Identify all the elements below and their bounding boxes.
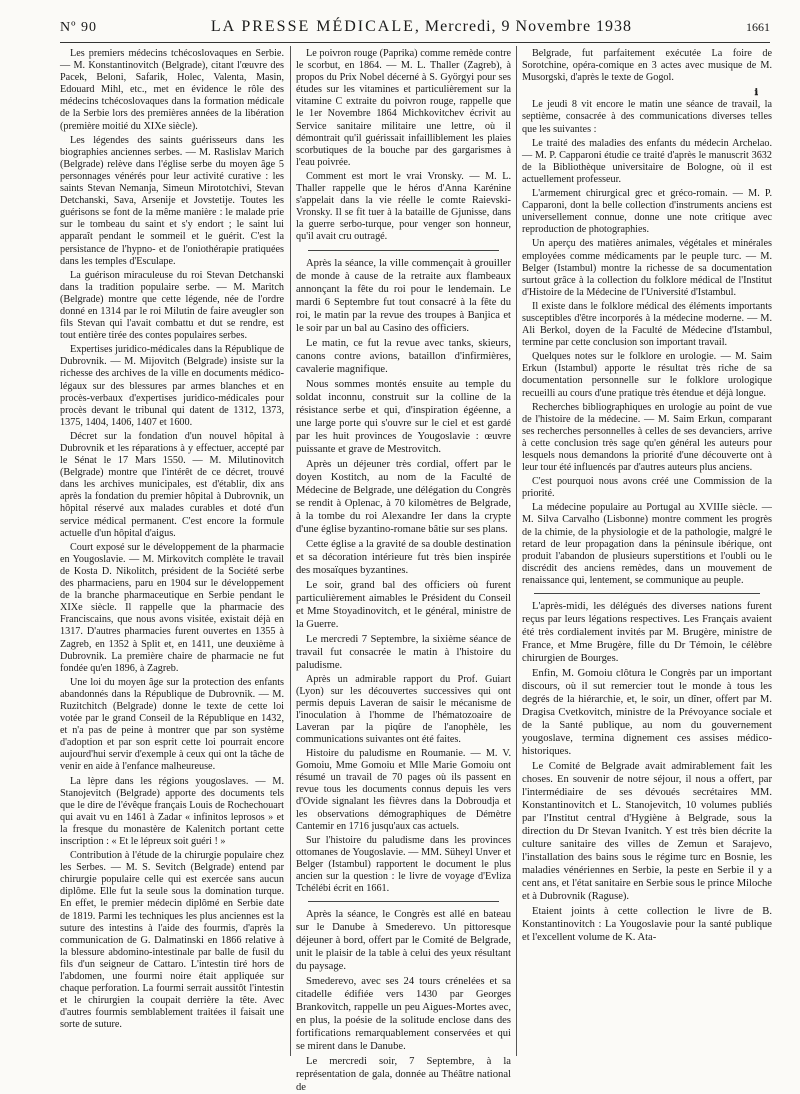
column-divider: [516, 46, 517, 1056]
paragraph: Comment est mort le vrai Vronsky. — M. L. Thaller rappelle que le héros d'Anna Karénine s'appelait dans la vie réelle le comte Raievski-Vronsky. Il se fit tuer à la bataille de Gjunisse, dans la guerre serbo-turque, pour venger son honneur, qu'il avait cru outragé.: [296, 170, 511, 243]
paragraph: Le matin, ce fut la revue avec tanks, skieurs, canons contre avions, bataillon d'infirmières, cavalerie magnifique.: [296, 337, 511, 375]
paragraph: Belgrade, fut parfaitement exécutée La foire de Sorotchine, opéra-comique en 3 actes avec musique de M. Musorgski, d'après le texte de Gogol.: [522, 48, 772, 84]
paragraph: Les légendes des saints guérisseurs dans les biographies anciennes serbes. — M. Raslislav Marich (Belgrade) relève dans l'église serbe du moyen âge 5 personnages vénérés pour leur activité curative : les saints Stevan Nemanja, Simeun Mirototchivi, Stevan Detchanski, Sava, Arsenije et Jovstetije. Toutes les guérisons se font de la même manière : le malade prie sur le tombeau du saint et s'y endort ; le saint lui apparaît pendant le sommeil et le guérit. C'est la persistance de l'hypno- et de l'oniothérapie pratiquées dans les temples d'Esculape.: [60, 134, 284, 267]
paragraph: Après un admirable rapport du Prof. Guiart (Lyon) sur les découvertes successives qui ont permis depuis Laveran de saisir le mécanisme de l'inoculation à l'homme de l'hématozoaire de Laveran par la piqûre de l'anophèle, les communications suivantes ont été faites.: [296, 673, 511, 745]
column-left: [60, 48, 284, 1052]
page-number: 1661: [745, 20, 770, 34]
paragraph: Quelques notes sur le folklore en urologie. — M. Saim Erkun (Istambul) apporte le résultat très riche de sa documentation personnelle sur le folklore urologique recueilli au cours d'une pratique très étendue et déjà longue.: [522, 351, 772, 399]
paragraph: La guérison miraculeuse du roi Stevan Detchanski dans la tradition populaire serbe. — M. Maritch (Belgrade) montre que cette légende, née de l'ordre donné en 1314 par le roi Milutin de faire aveugler son fils Stevan qui l'avait combattu et dut se rendre, est tout entière tirée des contes populaires serbes.: [60, 269, 284, 342]
paragraph: Le traité des maladies des enfants du médecin Archelao. — M. P. Capparoni étudie ce traité d'après le manuscrit 3632 de la Bibliothèque universitaire de Bologne, où il est actuellement professeur.: [522, 137, 772, 185]
section-mark-icon: ℹ: [754, 87, 758, 98]
paragraph: Le soir, grand bal des officiers où furent particulièrement aimables le Président du Conseil et Mme Stoyadinovitch, et le général, ministre de la Guerre.: [296, 579, 511, 630]
paragraph: Après un déjeuner très cordial, offert par le doyen Kostitch, au nom de la Faculté de Médecine de Belgrade, une délégation du Congrès se rendit à Oplenac, à 70 kilomètres de Belgrade, à la tombe du roi Alexandre Ier dans la crypte d'une église byzantino-romane bâtie sur ses plans.: [296, 458, 511, 535]
column-divider: [290, 46, 291, 1056]
section-divider: [308, 250, 499, 251]
paragraph: Le Comité de Belgrade avait admirablement fait les choses. En souvenir de notre séjour, il nous a offert, par l'intermédiaire de ses dévoués secrétaires MM. Konstantinovitch et L. Stanojevitch, 10 volumes publiés par l'Institut central d'Hygiène à Belgrade, sous la direction du Dr Stevan Ivanitch. Y est très bien décrite la culture sanitaire des villes de Zemun et Sarajevo, l'installation des bains sous le régime turc en Bosnie, les maladies vénériennes en Serbie, la peste en Serbie il y a cent ans, et l'état sanitaire en Serbie sous le prince Miloche et à Dubrovnik (Raguse).: [522, 761, 772, 903]
header-rule: [60, 42, 770, 43]
paragraph: C'est pourquoi nous avons créé une Commission de la priorité.: [522, 476, 772, 500]
paragraph: Le mercredi 7 Septembre, la sixième séance de travail fut consacrée le matin à l'histoire du paludisme.: [296, 633, 511, 671]
paragraph: Après la séance, le Congrès est allé en bateau sur le Danube à Smederevo. Un pittoresque déjeuner à bord, offert par le Comité de Belgrade, unit le plaisir de la table à celui des yeux résultant du paysage.: [296, 909, 511, 973]
paragraph: Sur l'histoire du paludisme dans les provinces ottomanes de Yougoslavie. — MM. Süheyl Unver et Belger (Istambul) rapportent le document le plus ancien sur la question : le livre de voyage d'Evliza Tchélébi écrit en 1661.: [296, 834, 511, 895]
paragraph: Nous sommes montés ensuite au temple du soldat inconnu, construit sur la colline de la résistance serbe et qui, d'inspiration égéenne, a une large porte qui s'ouvre sur le ciel et est gardé par les huit provinces de Yougoslavie : œuvre puissante et grave de Mestrovitch.: [296, 378, 511, 455]
paragraph: L'armement chirurgical grec et gréco-romain. — M. P. Capparoni, dont la belle collection d'instruments anciens est universellement connue, donne une note critique avec reproduction de photographies.: [522, 188, 772, 236]
paragraph: L'après-midi, les délégués des diverses nations furent reçus par leurs légations respectives. Les Français avaient été très cordialement invités par M. Brugère, ministre de France, et Mme Brugère, fille du Dr Témoin, le célèbre chirurgien de Bourges.: [522, 601, 772, 665]
paragraph: Décret sur la fondation d'un nouvel hôpital à Dubrovnik et les réparations à y effectuer, accepté par le Sénat le 17 Mars 1550. — M. Milutinovitch (Belgrade) montre que l'intérêt de ce décret, trouvé dans les archives municipales, est d'établir, dix ans après la fondation du premier hôpital à Dubrovnik, un hôpital réservé aux malades curables et doté d'un service médical permanent. C'est encore la formule actuelle d'un hôpital d'aigus.: [60, 430, 284, 539]
paragraph: Contribution à l'étude de la chirurgie populaire chez les Serbes. — M. S. Sevitch (Belgrade) entend par chirurgie populaire celle qui est exercée sans aucun diplôme. Elle fut la seule sous la domination turque. En effet, le premier médecin diplômé en Serbie date de 1819. Parmi les techniques les plus anciennes est la suture des intestins à l'aide des fourmis, d'après la communication de G. Dalmatinski en 1866 relative à la blessure abdomino-intestinale par balle de fusil du fils d'un seigneur de Cattaro. L'intestin tiré hors de l'abdomen, une fourmi noire était appliquée sur chaque perforation. La fourmi serrait aussitôt l'intestin et le chirurgien la coupait derrière la tête. Avec d'autres fourmis semblablement traitées il faisait une sorte de suture.: [60, 850, 284, 1031]
paragraph: Le mercredi soir, 7 Septembre, à la représentation de gala, donnée au Théâtre national de: [296, 1056, 511, 1094]
paragraph: Expertises juridico-médicales dans la République de Dubrovnik. — M. Mijovitch (Belgrade) insiste sur la richesse des archives de la ville en documents médico-légaux sur des blessures par armes blanches et en procès-verbaux d'expertises juridico-médicales pour procès devant le tribunal qui datent de 1312, 1373, 1375, 1404, 1406, 1407 et 1600.: [60, 344, 284, 428]
paragraph: Histoire du paludisme en Roumanie. — M. V. Gomoiu, Mme Gomoiu et Mlle Marie Gomoiu ont résumé un travail de 70 pages où ils passent en revue tous les documents connus depuis les vers d'Ovide signalant les fièvres dans la Dobroudja et les observations démographiques de Démètre Cantemir en 1716 jusqu'aux cas actuels.: [296, 748, 511, 832]
publication-name: LA PRESSE MÉDICALE: [210, 18, 415, 35]
masthead: [211, 18, 632, 36]
paragraph: Il existe dans le folklore médical des éléments importants susceptibles d'être incorporés à la médecine moderne. — M. Ali Berkol, doyen de la Faculté de Médecine d'Istambul, termine par cette conclusion son important travail.: [522, 300, 772, 349]
paragraph: Les premiers médecins tchécoslovaques en Serbie. — M. Konstantinovitch (Belgrade), citant l'œuvre des Pacek, Beloni, Safarik, Holec, Valenta, Masin, Edouard Mihl, etc., met en évidence le rôle des médecins tchécoslovaques dans la formation médicale de la Serbie lors des premières années de la libération (première moitié du XIXe siècle).: [60, 48, 284, 132]
paragraph: Le jeudi 8 vit encore le matin une séance de travail, la septième, consacrée à des communications diverses telles que les suivantes :: [522, 99, 772, 135]
issue-number: Nº 90: [60, 20, 97, 35]
paragraph: Enfin, M. Gomoiu clôtura le Congrès par un important discours, où il sut remercier tout le monde à tous les degrés de la hiérarchie, et, le soir, un dîner, offert par M. Dragisa Cvetkovitch, ministre de la Prévoyance sociale et de la Santé publique, au nom du gouvernement yougoslave, termina dignement ces assises médico-historiques.: [522, 668, 772, 758]
paragraph: Après la séance, la ville commençait à grouiller de monde à cause de la retraite aux flambeaux annonçant la fête du roi pour le lendemain. Le mardi 6 Septembre fut tout consacré à la fête du roi, le matin par la revue des troupes à Banjica et le soir par un bal au Casino des officiers.: [296, 257, 511, 334]
section-divider: [308, 901, 499, 902]
column-middle: [296, 48, 511, 1094]
paragraph: Court exposé sur le développement de la pharmacie en Yougoslavie. — M. Mirkovitch complète le travail de Kosta D. Nikolitch, président de la Société serbe des pharmaciens, paru en 1904 sur le développement de la branche pharmaceutique en Serbie pendant le XIXe siècle. Il rappelle que la pharmacie des Franciscains, que nous avons visitée, existait déjà en 1317. D'autres pharmacies furent ouvertes en 1355 à Zagreb, en 1352 à Split et, en 1411, une deuxième à Dubrovnik. La première chaire de pharmacie ne fut fondée qu'en 1896, à Zagreb.: [60, 541, 284, 674]
paragraph: Smederevo, avec ses 24 tours crénelées et sa citadelle édifiée vers 1430 par Georges Brankovitch, rappelle un peu Aigues-Mortes avec, en plus, la poésie de la solitude enclose dans des fortifications remarquablement conservées et qui se mirent dans le Danube.: [296, 976, 511, 1053]
paragraph: Une loi du moyen âge sur la protection des enfants abandonnés dans la République de Dubrovnik. — M. Ruzitchitch (Belgrade) donne le texte de cette loi votée par le grand Conseil de la République en 1432, et n'a pas de peine à montrer que par son système d'adoption et par son esprit cette loi pourrait encore aujourd'hui servir d'exemple à ceux qui ont la tâche de venir en aide à l'enfance malheureuse.: [60, 676, 284, 773]
section-divider: [534, 593, 760, 594]
paragraph: La lèpre dans les régions yougoslaves. — M. Stanojevitch (Belgrade) apporte des documents tels que le dire de l'évêque français Louis de Rochechouart qui avait vu en 1461 à Zadar « infinitos leprosos » et la fresque du monastère de Kalenitch portant cette inscription : « Et le lépreux soit guéri ! »: [60, 775, 284, 847]
paragraph: Etaient joints à cette collection le livre de B. Konstantinovitch : La Yougoslavie pour la santé publique et l'excellent volume de K. Ata-: [522, 906, 772, 944]
paragraph: Un aperçu des matières animales, végétales et minérales employées comme médicaments par le peuple turc. — M. Belger (Istambul) montre la richesse de sa documentation surtout grâce à la collection du folklore médical de l'Institut d'Histoire de la Médecine de l'Université d'Istambul.: [522, 238, 772, 298]
paragraph: Recherches bibliographiques en urologie au point de vue de l'histoire de la médecine. — M. Saim Erkun, comparant ses recherches personnelles à celles de ses devanciers, arrive à cette conclusion très sage qu'en général les auteurs pour lesquels nous demandons la priorité d'une découverte ont à leur tour été influencés par d'autres auteurs plus anciens.: [522, 401, 772, 474]
paragraph: Cette église a la gravité de sa double destination et sa décoration intérieure fut très bien inspirée des mosaïques byzantines.: [296, 538, 511, 576]
paragraph: Le poivron rouge (Paprika) comme remède contre le scorbut, en 1864. — M. L. Thaller (Zagreb), à propos du Prix Nobel décerné à S. Györgyi pour ses études sur les vitamines et particulièrement sur la vitamine C extraite du poivron rouge, rappelle que le 1er Novembre 1864 Michkovitchev écrivit au Service sanitaire militaire une lettre, où il démontrait qu'il guérissait infailliblement les plaies scorbutiques de la bouche par des gargarismes à l'eau poivrée.: [296, 48, 511, 168]
issue-date: , Mercredi, 9 Novembre 1938: [414, 18, 633, 35]
paragraph: La médecine populaire au Portugal au XVIIIe siècle. — M. Silva Carvalho (Lisbonne) montre comment les progrès de la chimie, de la physiologie et de la pathologie, malgré le retard de leur propagation dans la péninsule ibérique, ont produit l'abandon de plusieurs superstitions et l'oubli ou le discrédit des anciens remèdes, dans un mouvement de renaissance qui, lentement, se communique au peuple.: [522, 502, 772, 586]
column-right: [522, 48, 772, 1052]
page-header: [60, 18, 770, 42]
